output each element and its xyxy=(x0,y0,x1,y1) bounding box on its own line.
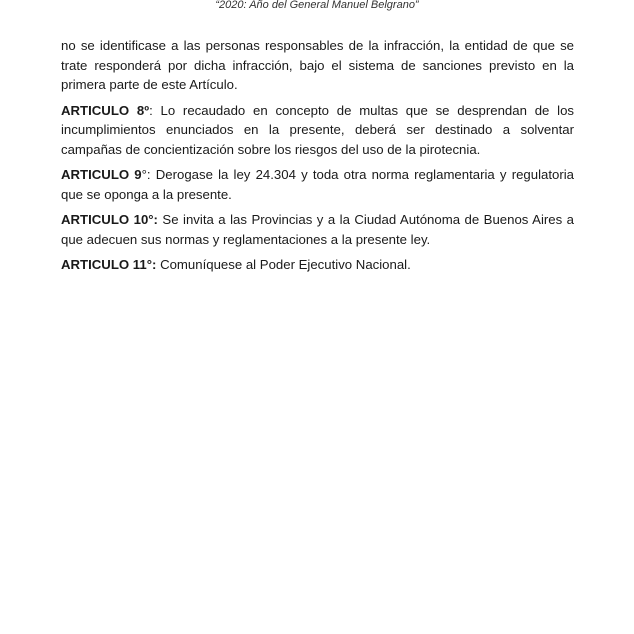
article-9-text: °: Derogase la ley 24.304 y toda otra norma reglamentaria y regulatoria que se oponga a la presente. xyxy=(61,167,575,202)
article-11-text: Comuníquese al Poder Ejecutivo Nacional. xyxy=(156,257,411,272)
article-10-label: ARTICULO 10°: xyxy=(61,212,158,227)
article-8 xyxy=(61,101,574,160)
header-motto: “2020: Año del General Manuel Belgrano” xyxy=(215,0,419,11)
article-9 xyxy=(61,165,574,204)
article-8-label: ARTICULO 8º xyxy=(61,102,150,118)
document-body xyxy=(61,36,574,281)
article-11 xyxy=(61,255,574,275)
article-9-label: ARTICULO 9 xyxy=(61,167,142,182)
article-11-label: ARTICULO 11°: xyxy=(61,257,157,272)
article-8-text: : Lo recaudado en concepto de multas que se desprendan de los incumplimientos enunciados en la presente, deberá ser destinado a solventar campañas de concientización sobre los riesgos del uso de la pirotecnia. xyxy=(61,102,575,157)
paragraph-text: no se identificase a las personas responsables de la infracción, la entidad de que se trate responderá por dicha infracción, bajo el sistema de sanciones previsto en la primera parte de este Artículo. xyxy=(61,38,574,92)
paragraph-continuation xyxy=(61,36,574,95)
article-10-text: Se invita a las Provincias y a la Ciudad Autónoma de Buenos Aires a que adecuen sus normas y reglamentaciones a la presente ley. xyxy=(61,212,575,247)
article-10 xyxy=(61,210,574,249)
